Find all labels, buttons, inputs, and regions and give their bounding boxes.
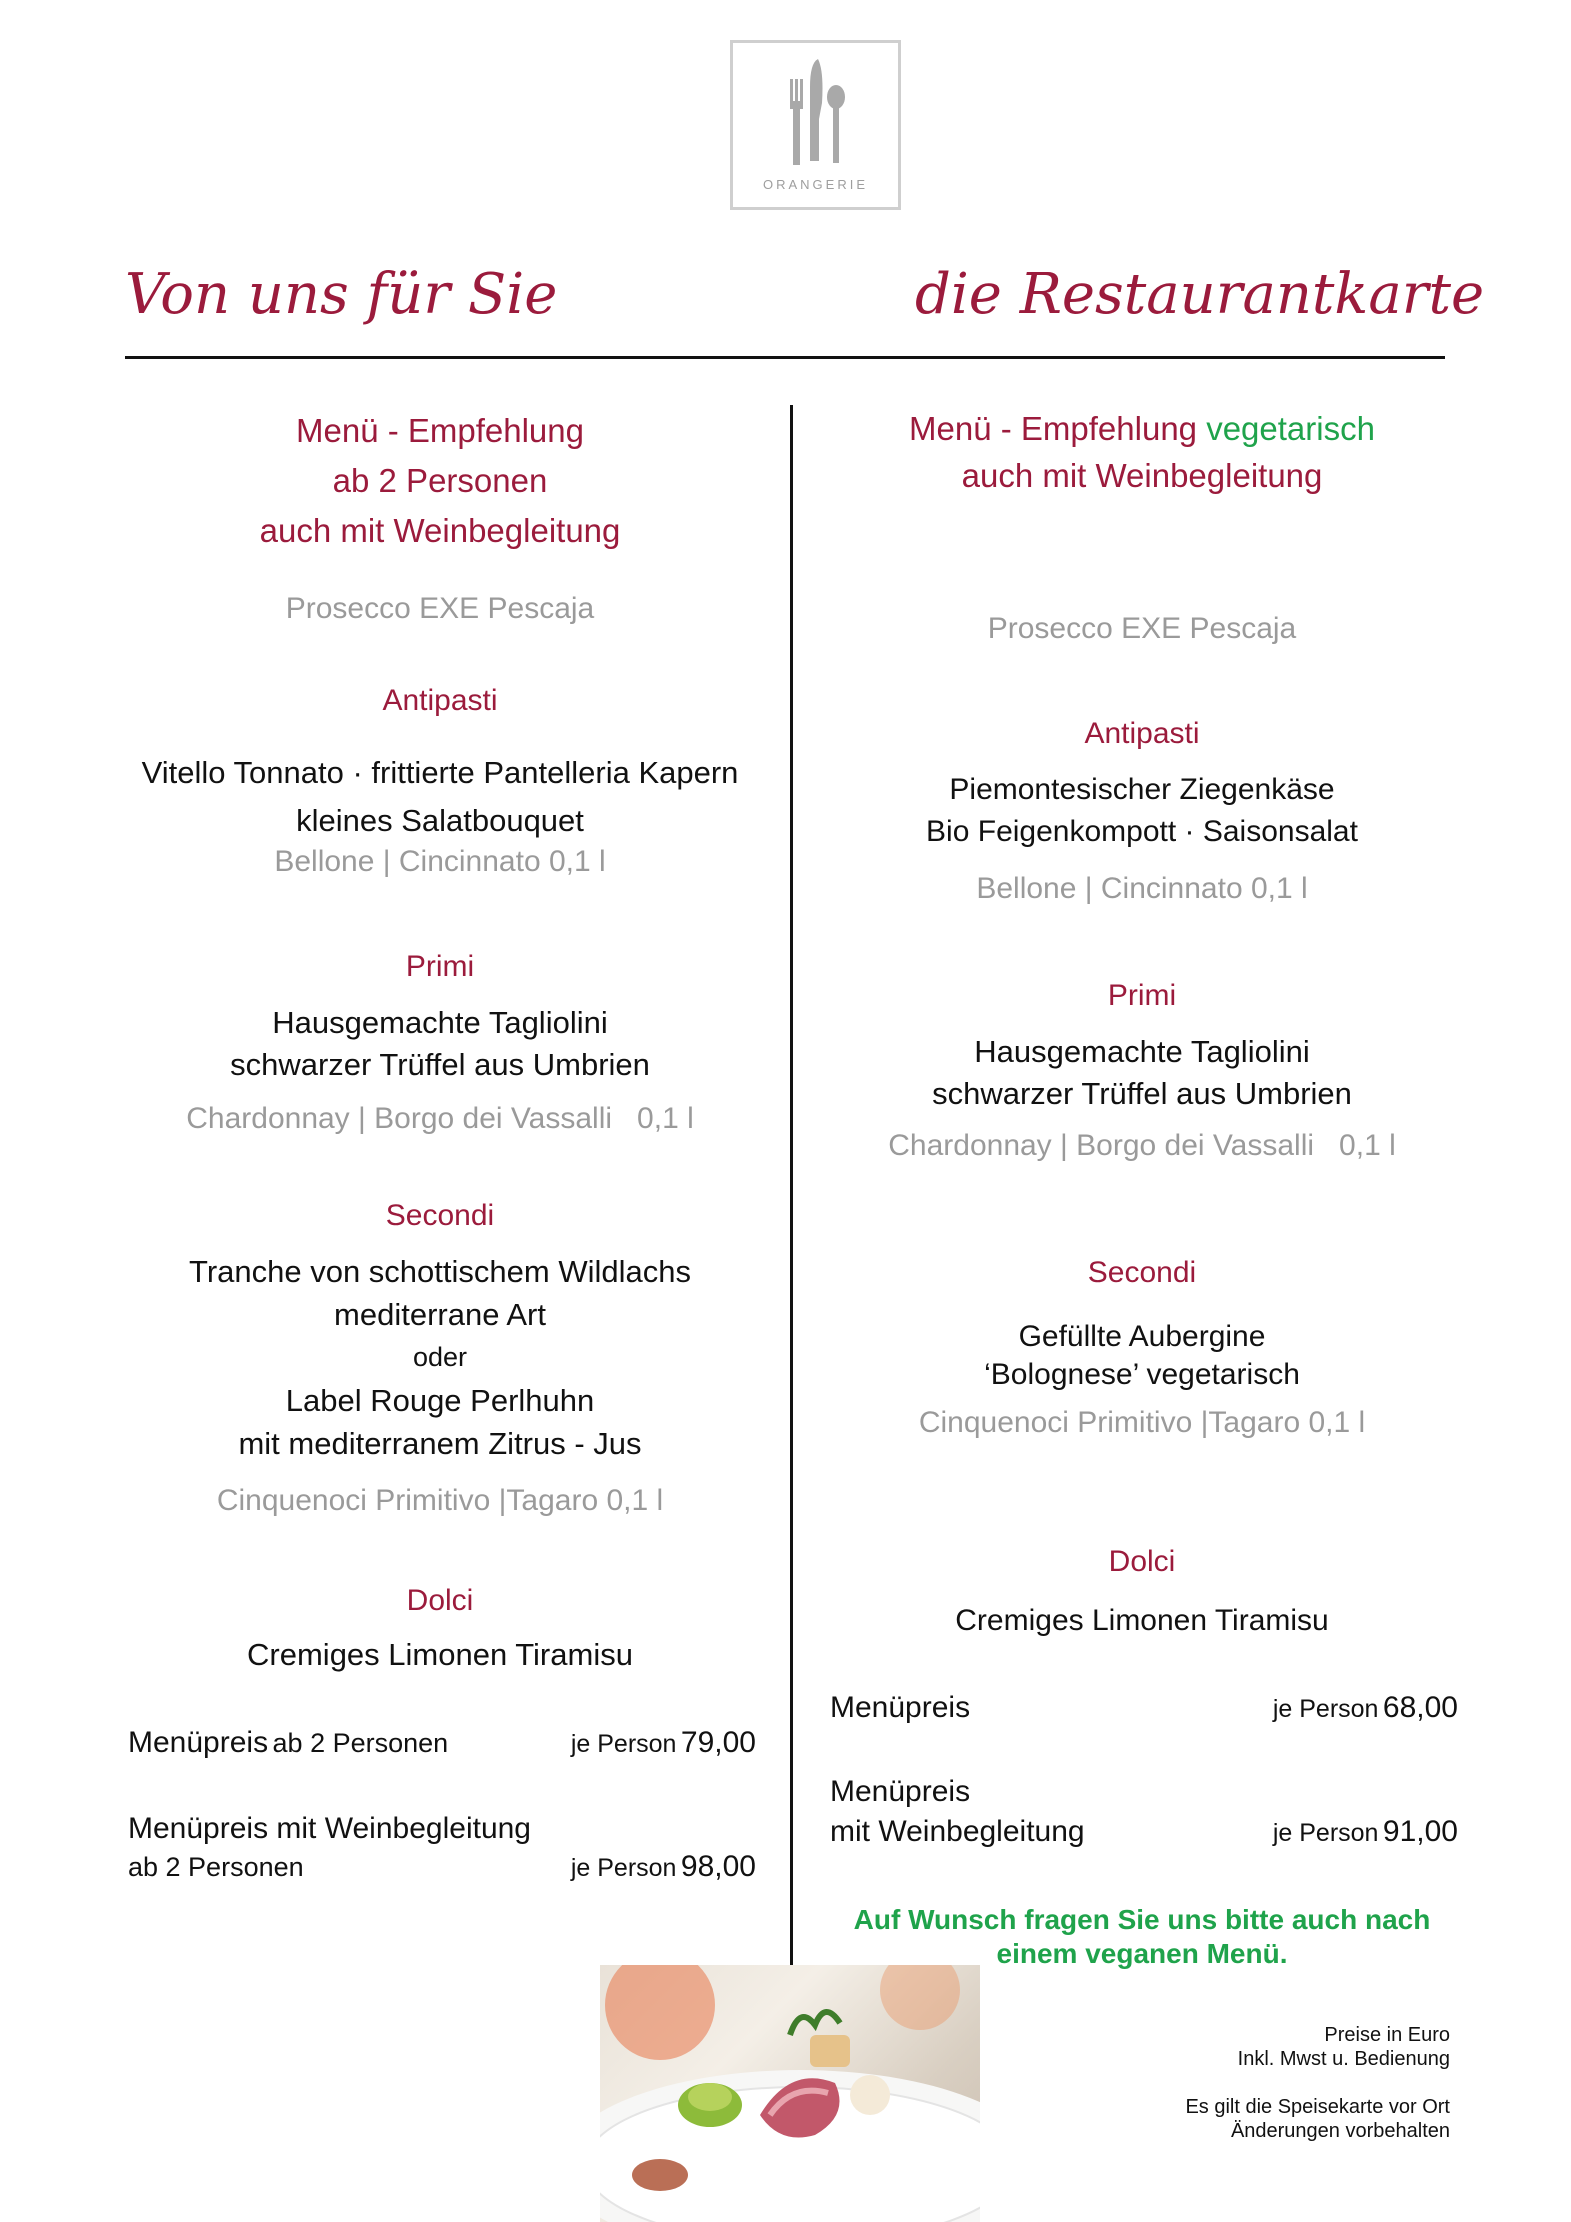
left-price-1-label-b: ab 2 Personen — [272, 1728, 449, 1758]
title-right: die Restaurantkarte — [915, 262, 1485, 327]
left-secondi-or: oder — [412, 1342, 468, 1372]
left-price-1-per: je Person — [570, 1730, 677, 1758]
logo-wordmark: ORANGERIE — [762, 177, 868, 192]
left-secondi-dish-3: Label Rouge Perlhuhn — [285, 1383, 595, 1418]
right-heading-line-1: Menü - Empfehlung — [909, 410, 1198, 447]
footer-notes — [1030, 2023, 1450, 2143]
right-heading-line-2: auch mit Weinbegleitung — [961, 457, 1323, 494]
left-primi-dish-2: schwarzer Trüffel aus Umbrien — [230, 1047, 650, 1082]
header-divider — [125, 356, 1445, 359]
right-price-2 — [830, 1775, 1458, 1849]
left-price-2-per: je Person — [570, 1854, 677, 1882]
left-antipasti-dish-1: Vitello Tonnato · frittierte Pantelleria Kapern — [141, 755, 739, 790]
left-price-2-label-a: Menüpreis mit Weinbegleitung — [128, 1812, 531, 1845]
right-menu-heading — [822, 405, 1462, 499]
left-secondi-title: Secondi — [385, 1199, 495, 1232]
right-dolci-title: Dolci — [1108, 1545, 1176, 1578]
right-price-2-amount: 91,00 — [1382, 1815, 1458, 1848]
cutlery-icon — [788, 57, 848, 167]
left-price-1-amount: 79,00 — [680, 1726, 756, 1759]
left-price-2-label-b: ab 2 Personen — [128, 1852, 304, 1882]
vegan-note-line-1: Auf Wunsch fragen Sie uns bitte auch nach — [853, 1904, 1431, 1935]
right-heading-vegetarian: vegetarisch — [1206, 410, 1375, 447]
right-primi-wine: Chardonnay | Borgo dei Vassalli 0,1 l — [888, 1129, 1396, 1162]
orangerie-logo — [730, 40, 901, 210]
vegan-note — [822, 1903, 1462, 1971]
left-antipasti-dish-2: kleines Salatbouquet — [296, 803, 584, 838]
left-antipasti-title: Antipasti — [382, 684, 498, 717]
right-primi-dish-2: schwarzer Trüffel aus Umbrien — [932, 1076, 1352, 1111]
right-secondi-wine: Cinquenoci Primitivo |Tagaro 0,1 l — [918, 1406, 1366, 1439]
left-heading-line-1: Menü - Empfehlung — [296, 412, 584, 449]
left-primi-title: Primi — [405, 950, 475, 983]
left-primi-dish-1: Hausgemachte Tagliolini — [272, 1005, 608, 1040]
right-price-1 — [830, 1691, 1458, 1725]
right-antipasti-dish-2: Bio Feigenkompott · Saisonsalat — [926, 815, 1358, 848]
right-secondi-dishes — [822, 1318, 1462, 1394]
left-secondi-dish-1: Tranche von schottischem Wildlachs — [189, 1254, 691, 1289]
footer-line-1: Preise in Euro — [1324, 2024, 1450, 2046]
right-primi-title: Primi — [1107, 979, 1177, 1012]
right-price-2-per: je Person — [1272, 1819, 1379, 1847]
right-secondi-dish-2: ‘Bolognese’ vegetarisch — [984, 1358, 1300, 1391]
dish-photo — [600, 1965, 980, 2222]
right-price-2-label-a: Menüpreis — [830, 1775, 971, 1808]
left-secondi-dish-4: mit mediterranem Zitrus - Jus — [238, 1426, 642, 1461]
right-price-2-label-b: mit Weinbegleitung — [830, 1815, 1085, 1848]
left-menu-heading — [120, 406, 760, 556]
right-dolci-dish-1: Cremiges Limonen Tiramisu — [955, 1604, 1329, 1637]
right-secondi-title: Secondi — [1087, 1256, 1197, 1289]
left-price-1-label-a: Menüpreis — [128, 1726, 269, 1759]
left-price-2-amount: 98,00 — [680, 1850, 756, 1883]
right-price-1-label: Menüpreis — [830, 1691, 971, 1724]
right-secondi-dish-1: Gefüllte Aubergine — [1018, 1320, 1266, 1353]
right-aperitif: Prosecco EXE Pescaja — [987, 612, 1297, 645]
left-price-2 — [128, 1812, 756, 1884]
column-divider — [790, 405, 793, 1970]
left-antipasti-wine: Bellone | Cincinnato 0,1 l — [274, 845, 606, 878]
left-antipasti-dishes — [120, 749, 760, 845]
right-antipasti-wine: Bellone | Cincinnato 0,1 l — [976, 872, 1308, 905]
right-price-1-amount: 68,00 — [1382, 1691, 1458, 1724]
vegan-note-line-2: einem veganen Menü. — [996, 1938, 1288, 1969]
right-antipasti-title: Antipasti — [1084, 717, 1200, 750]
left-aperitif: Prosecco EXE Pescaja — [285, 592, 595, 625]
left-heading-line-2: ab 2 Personen — [332, 462, 548, 499]
right-antipasti-dishes — [822, 769, 1462, 853]
left-secondi-dishes — [120, 1250, 760, 1465]
footer-line-4: Änderungen vorbehalten — [1230, 2120, 1450, 2142]
left-dolci-title: Dolci — [406, 1584, 474, 1617]
footer-line-2: Inkl. Mwst u. Bedienung — [1237, 2048, 1450, 2070]
left-primi-wine: Chardonnay | Borgo dei Vassalli 0,1 l — [186, 1102, 694, 1135]
left-secondi-wine: Cinquenoci Primitivo |Tagaro 0,1 l — [216, 1484, 664, 1517]
title-left: Von uns für Sie — [125, 262, 558, 327]
left-heading-line-3: auch mit Weinbegleitung — [259, 512, 621, 549]
left-primi-dishes — [120, 1002, 760, 1086]
left-price-1 — [128, 1726, 756, 1760]
left-dolci-dish-1: Cremiges Limonen Tiramisu — [247, 1637, 633, 1672]
footer-line-3: Es gilt die Speisekarte vor Ort — [1185, 2096, 1450, 2118]
right-primi-dish-1: Hausgemachte Tagliolini — [974, 1034, 1310, 1069]
left-secondi-dish-2: mediterrane Art — [334, 1297, 546, 1332]
right-primi-dishes — [822, 1031, 1462, 1115]
right-price-1-per: je Person — [1272, 1695, 1379, 1723]
right-antipasti-dish-1: Piemontesischer Ziegenkäse — [949, 773, 1335, 806]
